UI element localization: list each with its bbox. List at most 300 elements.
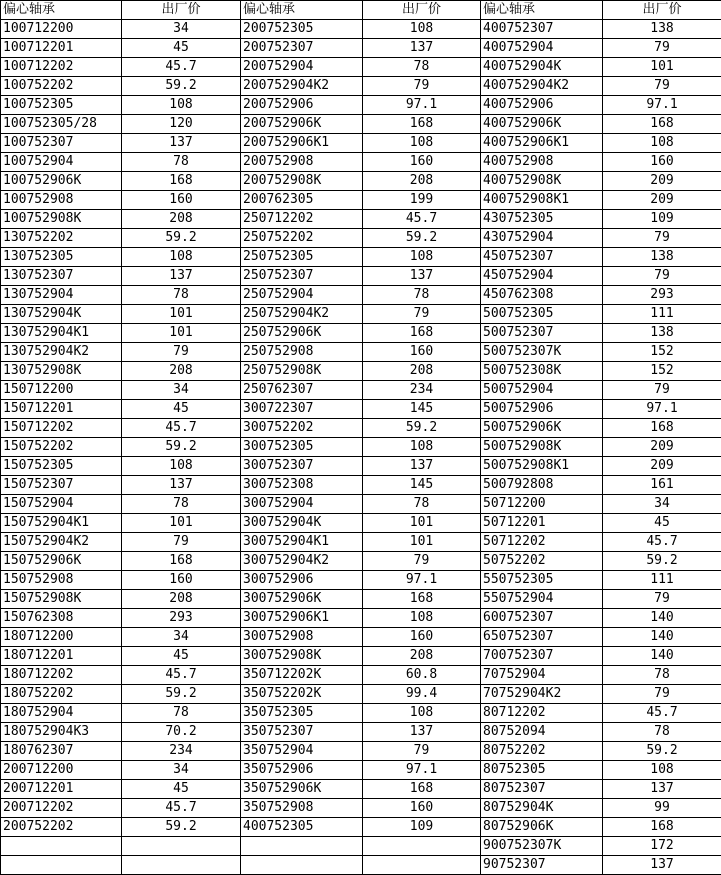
price-cell: 168 xyxy=(603,115,721,134)
price-cell: 145 xyxy=(363,476,481,495)
price-cell: 160 xyxy=(122,571,241,590)
model-cell: 400752906 xyxy=(481,96,603,115)
table-row xyxy=(1,799,721,818)
price-cell: 160 xyxy=(122,191,241,210)
table-row xyxy=(1,666,721,685)
price-cell: 79 xyxy=(603,77,721,96)
price-cell: 168 xyxy=(122,552,241,571)
price-cell: 108 xyxy=(603,761,721,780)
model-cell: 180752904K3 xyxy=(1,723,122,742)
price-cell: 45.7 xyxy=(603,704,721,723)
table-row xyxy=(1,381,721,400)
price-cell: 209 xyxy=(603,172,721,191)
table-row xyxy=(1,20,721,39)
model-cell: 200752307 xyxy=(241,39,363,58)
table-row xyxy=(1,96,721,115)
model-cell: 200752908K xyxy=(241,172,363,191)
model-cell: 200752908 xyxy=(241,153,363,172)
price-cell: 59.2 xyxy=(122,77,241,96)
model-cell: 300752908K xyxy=(241,647,363,666)
price-cell: 101 xyxy=(122,514,241,533)
model-cell: 180762307 xyxy=(1,742,122,761)
model-cell: 80752305 xyxy=(481,761,603,780)
price-cell: 101 xyxy=(122,305,241,324)
price-cell: 97.1 xyxy=(603,96,721,115)
model-cell: 500792808 xyxy=(481,476,603,495)
model-cell: 200752904K2 xyxy=(241,77,363,96)
model-cell: 200762305 xyxy=(241,191,363,210)
model-cell: 430752305 xyxy=(481,210,603,229)
model-cell: 250752307 xyxy=(241,267,363,286)
model-cell: 400752908 xyxy=(481,153,603,172)
model-cell: 350752906K xyxy=(241,780,363,799)
price-cell: 111 xyxy=(603,305,721,324)
price-cell: 208 xyxy=(122,362,241,381)
price-cell: 137 xyxy=(603,856,721,875)
price-cell: 209 xyxy=(603,457,721,476)
price-cell: 79 xyxy=(603,590,721,609)
price-cell: 138 xyxy=(603,324,721,343)
model-cell: 80712202 xyxy=(481,704,603,723)
price-cell: 152 xyxy=(603,343,721,362)
model-cell: 150752202 xyxy=(1,438,122,457)
header-row xyxy=(1,1,721,20)
price-cell: 79 xyxy=(603,381,721,400)
price-cell: 137 xyxy=(122,267,241,286)
model-cell: 350712202K xyxy=(241,666,363,685)
model-cell: 250752908 xyxy=(241,343,363,362)
model-cell: 100752906K xyxy=(1,172,122,191)
price-cell: 101 xyxy=(603,58,721,77)
price-cell: 137 xyxy=(363,723,481,742)
table-row xyxy=(1,723,721,742)
table-row xyxy=(1,495,721,514)
header-model-1: 偏心轴承 xyxy=(1,1,122,20)
table-row xyxy=(1,324,721,343)
model-cell: 430752904 xyxy=(481,229,603,248)
model-cell: 150712200 xyxy=(1,381,122,400)
table-row xyxy=(1,647,721,666)
model-cell: 100752305 xyxy=(1,96,122,115)
model-cell: 500752305 xyxy=(481,305,603,324)
model-cell: 50712201 xyxy=(481,514,603,533)
price-cell: 97.1 xyxy=(603,400,721,419)
model-cell: 130752904K2 xyxy=(1,343,122,362)
price-cell: 78 xyxy=(363,286,481,305)
model-cell: 250752904 xyxy=(241,286,363,305)
model-cell: 180712201 xyxy=(1,647,122,666)
model-cell: 350752906 xyxy=(241,761,363,780)
price-cell: 45.7 xyxy=(122,666,241,685)
model-cell: 250752202 xyxy=(241,229,363,248)
price-cell: 138 xyxy=(603,20,721,39)
price-cell: 111 xyxy=(603,571,721,590)
price-cell: 209 xyxy=(603,191,721,210)
table-row xyxy=(1,704,721,723)
price-cell: 79 xyxy=(122,533,241,552)
price-cell: 108 xyxy=(363,438,481,457)
model-cell: 400752906K xyxy=(481,115,603,134)
model-cell: 200712200 xyxy=(1,761,122,780)
price-cell: 108 xyxy=(363,20,481,39)
header-model-2: 偏心轴承 xyxy=(241,1,363,20)
model-cell: 150752908K xyxy=(1,590,122,609)
model-cell: 400752908K xyxy=(481,172,603,191)
table-row xyxy=(1,134,721,153)
price-cell: 108 xyxy=(122,248,241,267)
model-cell: 200752906 xyxy=(241,96,363,115)
price-cell: 145 xyxy=(363,400,481,419)
model-cell xyxy=(241,856,363,875)
price-cell: 168 xyxy=(363,780,481,799)
price-cell: 108 xyxy=(363,609,481,628)
model-cell: 200752906K1 xyxy=(241,134,363,153)
header-price-2: 出厂价 xyxy=(363,1,481,20)
model-cell: 50712200 xyxy=(481,495,603,514)
model-cell: 350752307 xyxy=(241,723,363,742)
price-cell: 168 xyxy=(603,818,721,837)
table-row xyxy=(1,172,721,191)
model-cell: 150712202 xyxy=(1,419,122,438)
price-cell: 172 xyxy=(603,837,721,856)
price-cell: 140 xyxy=(603,647,721,666)
model-cell: 100752904 xyxy=(1,153,122,172)
model-cell: 300752908 xyxy=(241,628,363,647)
model-cell: 300752906K xyxy=(241,590,363,609)
model-cell: 250752906K xyxy=(241,324,363,343)
model-cell: 80752202 xyxy=(481,742,603,761)
price-cell: 78 xyxy=(363,58,481,77)
price-cell: 45 xyxy=(122,647,241,666)
model-cell: 300752202 xyxy=(241,419,363,438)
price-cell: 79 xyxy=(603,685,721,704)
table-row xyxy=(1,818,721,837)
price-cell: 34 xyxy=(122,761,241,780)
price-cell: 97.1 xyxy=(363,761,481,780)
price-cell: 137 xyxy=(363,457,481,476)
price-cell: 199 xyxy=(363,191,481,210)
model-cell: 250762307 xyxy=(241,381,363,400)
price-cell: 78 xyxy=(122,704,241,723)
model-cell: 100712200 xyxy=(1,20,122,39)
model-cell: 450762308 xyxy=(481,286,603,305)
table-row xyxy=(1,837,721,856)
price-cell: 234 xyxy=(363,381,481,400)
model-cell: 90752307 xyxy=(481,856,603,875)
model-cell: 150752908 xyxy=(1,571,122,590)
model-cell: 300752308 xyxy=(241,476,363,495)
table-row xyxy=(1,115,721,134)
model-cell: 250752908K xyxy=(241,362,363,381)
price-cell: 45.7 xyxy=(122,799,241,818)
price-cell: 34 xyxy=(122,628,241,647)
model-cell: 300752906 xyxy=(241,571,363,590)
model-cell: 180712200 xyxy=(1,628,122,647)
table-row xyxy=(1,457,721,476)
price-cell: 137 xyxy=(603,780,721,799)
model-cell: 150752307 xyxy=(1,476,122,495)
model-cell: 100712201 xyxy=(1,39,122,58)
price-cell xyxy=(363,856,481,875)
model-cell: 450752307 xyxy=(481,248,603,267)
model-cell xyxy=(1,837,122,856)
table-row xyxy=(1,153,721,172)
price-cell: 59.2 xyxy=(122,818,241,837)
price-cell: 45 xyxy=(122,400,241,419)
price-cell: 120 xyxy=(122,115,241,134)
price-cell: 34 xyxy=(122,20,241,39)
price-cell: 79 xyxy=(122,343,241,362)
model-cell: 400752908K1 xyxy=(481,191,603,210)
model-cell: 400752305 xyxy=(241,818,363,837)
model-cell: 500752307 xyxy=(481,324,603,343)
price-cell: 45.7 xyxy=(122,419,241,438)
price-cell: 108 xyxy=(122,96,241,115)
model-cell: 350752904 xyxy=(241,742,363,761)
model-cell: 300752904 xyxy=(241,495,363,514)
price-cell: 34 xyxy=(122,381,241,400)
header-model-3: 偏心轴承 xyxy=(481,1,603,20)
table-row xyxy=(1,685,721,704)
price-cell: 97.1 xyxy=(363,96,481,115)
model-cell: 300752904K2 xyxy=(241,552,363,571)
model-cell: 100752307 xyxy=(1,134,122,153)
price-cell: 79 xyxy=(363,742,481,761)
model-cell: 300752307 xyxy=(241,457,363,476)
model-cell: 700752307 xyxy=(481,647,603,666)
model-cell: 80752307 xyxy=(481,780,603,799)
price-cell: 140 xyxy=(603,609,721,628)
price-cell: 108 xyxy=(122,457,241,476)
price-cell: 138 xyxy=(603,248,721,267)
model-cell: 180752904 xyxy=(1,704,122,723)
model-cell: 130752904K xyxy=(1,305,122,324)
model-cell: 100752908K xyxy=(1,210,122,229)
price-cell: 109 xyxy=(363,818,481,837)
model-cell: 80752904K xyxy=(481,799,603,818)
table-body xyxy=(1,20,721,875)
price-cell: 168 xyxy=(363,115,481,134)
price-cell: 79 xyxy=(603,229,721,248)
model-cell: 200752202 xyxy=(1,818,122,837)
price-cell: 59.2 xyxy=(122,685,241,704)
price-cell: 208 xyxy=(122,210,241,229)
model-cell: 130752904K1 xyxy=(1,324,122,343)
table-row xyxy=(1,267,721,286)
price-cell: 45 xyxy=(122,39,241,58)
price-cell: 60.8 xyxy=(363,666,481,685)
model-cell: 650752307 xyxy=(481,628,603,647)
model-cell: 400752904K xyxy=(481,58,603,77)
price-cell: 78 xyxy=(603,666,721,685)
model-cell: 300722307 xyxy=(241,400,363,419)
table-row xyxy=(1,476,721,495)
table-row xyxy=(1,286,721,305)
model-cell: 350752305 xyxy=(241,704,363,723)
price-cell: 45.7 xyxy=(603,533,721,552)
price-cell: 137 xyxy=(122,134,241,153)
model-cell: 150752904K1 xyxy=(1,514,122,533)
model-cell: 400752307 xyxy=(481,20,603,39)
model-cell: 900752307K xyxy=(481,837,603,856)
header-price-3: 出厂价 xyxy=(603,1,721,20)
table-row xyxy=(1,761,721,780)
model-cell: 180712202 xyxy=(1,666,122,685)
model-cell: 250752904K2 xyxy=(241,305,363,324)
price-cell: 78 xyxy=(122,286,241,305)
model-cell: 150752305 xyxy=(1,457,122,476)
model-cell: 200712202 xyxy=(1,799,122,818)
model-cell: 80752906K xyxy=(481,818,603,837)
table-row xyxy=(1,438,721,457)
price-cell: 168 xyxy=(363,324,481,343)
price-cell: 59.2 xyxy=(122,229,241,248)
price-cell: 208 xyxy=(363,647,481,666)
price-cell: 137 xyxy=(363,267,481,286)
table-row xyxy=(1,533,721,552)
table-row xyxy=(1,780,721,799)
price-cell: 45 xyxy=(603,514,721,533)
price-cell: 78 xyxy=(122,495,241,514)
price-cell: 59.2 xyxy=(363,229,481,248)
model-cell: 500752906K xyxy=(481,419,603,438)
model-cell: 80752094 xyxy=(481,723,603,742)
model-cell xyxy=(1,856,122,875)
price-cell: 160 xyxy=(603,153,721,172)
price-cell: 137 xyxy=(122,476,241,495)
price-cell: 45.7 xyxy=(363,210,481,229)
table-row xyxy=(1,229,721,248)
price-cell: 293 xyxy=(603,286,721,305)
price-cell: 160 xyxy=(363,343,481,362)
price-cell: 234 xyxy=(122,742,241,761)
table-row xyxy=(1,210,721,229)
price-cell: 208 xyxy=(363,172,481,191)
model-cell: 400752904K2 xyxy=(481,77,603,96)
model-cell: 130752908K xyxy=(1,362,122,381)
price-cell: 99.4 xyxy=(363,685,481,704)
price-cell xyxy=(122,837,241,856)
table-row xyxy=(1,58,721,77)
model-cell: 200752305 xyxy=(241,20,363,39)
model-cell: 500752906 xyxy=(481,400,603,419)
model-cell: 300752906K1 xyxy=(241,609,363,628)
table-row xyxy=(1,39,721,58)
price-cell: 293 xyxy=(122,609,241,628)
price-cell xyxy=(122,856,241,875)
price-cell: 79 xyxy=(363,77,481,96)
model-cell: 150752904K2 xyxy=(1,533,122,552)
model-cell: 130752904 xyxy=(1,286,122,305)
model-cell: 350752908 xyxy=(241,799,363,818)
price-cell: 209 xyxy=(603,438,721,457)
model-cell: 300752904K1 xyxy=(241,533,363,552)
price-cell: 59.2 xyxy=(122,438,241,457)
model-cell: 100752202 xyxy=(1,77,122,96)
price-cell: 79 xyxy=(363,552,481,571)
model-cell: 250712202 xyxy=(241,210,363,229)
model-cell: 150712201 xyxy=(1,400,122,419)
price-cell: 78 xyxy=(603,723,721,742)
price-cell: 160 xyxy=(363,153,481,172)
model-cell: 200752906K xyxy=(241,115,363,134)
price-cell: 78 xyxy=(122,153,241,172)
price-cell: 78 xyxy=(363,495,481,514)
price-cell: 108 xyxy=(363,134,481,153)
price-cell: 45 xyxy=(122,780,241,799)
table-row xyxy=(1,552,721,571)
price-cell: 161 xyxy=(603,476,721,495)
price-cell: 140 xyxy=(603,628,721,647)
table-row xyxy=(1,191,721,210)
price-cell: 79 xyxy=(363,305,481,324)
model-cell: 100712202 xyxy=(1,58,122,77)
model-cell: 150752904 xyxy=(1,495,122,514)
model-cell: 50712202 xyxy=(481,533,603,552)
model-cell xyxy=(241,837,363,856)
price-cell: 70.2 xyxy=(122,723,241,742)
model-cell: 500752908K1 xyxy=(481,457,603,476)
table-row xyxy=(1,514,721,533)
price-cell: 34 xyxy=(603,495,721,514)
model-cell: 300752305 xyxy=(241,438,363,457)
price-cell: 101 xyxy=(122,324,241,343)
model-cell: 450752904 xyxy=(481,267,603,286)
price-cell: 79 xyxy=(603,39,721,58)
price-cell: 208 xyxy=(363,362,481,381)
price-cell: 59.2 xyxy=(603,552,721,571)
model-cell: 130752305 xyxy=(1,248,122,267)
price-cell: 108 xyxy=(603,134,721,153)
table-row xyxy=(1,628,721,647)
model-cell: 500752308K xyxy=(481,362,603,381)
table-row xyxy=(1,400,721,419)
table-row xyxy=(1,305,721,324)
model-cell: 100752908 xyxy=(1,191,122,210)
table-row xyxy=(1,248,721,267)
table-row xyxy=(1,571,721,590)
model-cell: 70752904K2 xyxy=(481,685,603,704)
header-price-1: 出厂价 xyxy=(122,1,241,20)
price-cell: 97.1 xyxy=(363,571,481,590)
model-cell: 50752202 xyxy=(481,552,603,571)
table-row xyxy=(1,856,721,875)
table-row xyxy=(1,343,721,362)
price-cell: 79 xyxy=(603,267,721,286)
table-row xyxy=(1,609,721,628)
model-cell: 130752307 xyxy=(1,267,122,286)
model-cell: 150762308 xyxy=(1,609,122,628)
price-cell: 108 xyxy=(363,248,481,267)
price-cell: 168 xyxy=(603,419,721,438)
table-row xyxy=(1,362,721,381)
model-cell: 180752202 xyxy=(1,685,122,704)
price-cell: 160 xyxy=(363,799,481,818)
model-cell: 130752202 xyxy=(1,229,122,248)
price-cell: 108 xyxy=(363,704,481,723)
price-cell: 99 xyxy=(603,799,721,818)
model-cell: 400752906K1 xyxy=(481,134,603,153)
price-cell: 168 xyxy=(363,590,481,609)
price-cell: 208 xyxy=(122,590,241,609)
model-cell: 70752904 xyxy=(481,666,603,685)
table-row xyxy=(1,590,721,609)
model-cell: 600752307 xyxy=(481,609,603,628)
price-cell: 59.2 xyxy=(363,419,481,438)
model-cell: 500752904 xyxy=(481,381,603,400)
price-cell: 109 xyxy=(603,210,721,229)
model-cell: 100752305/28 xyxy=(1,115,122,134)
